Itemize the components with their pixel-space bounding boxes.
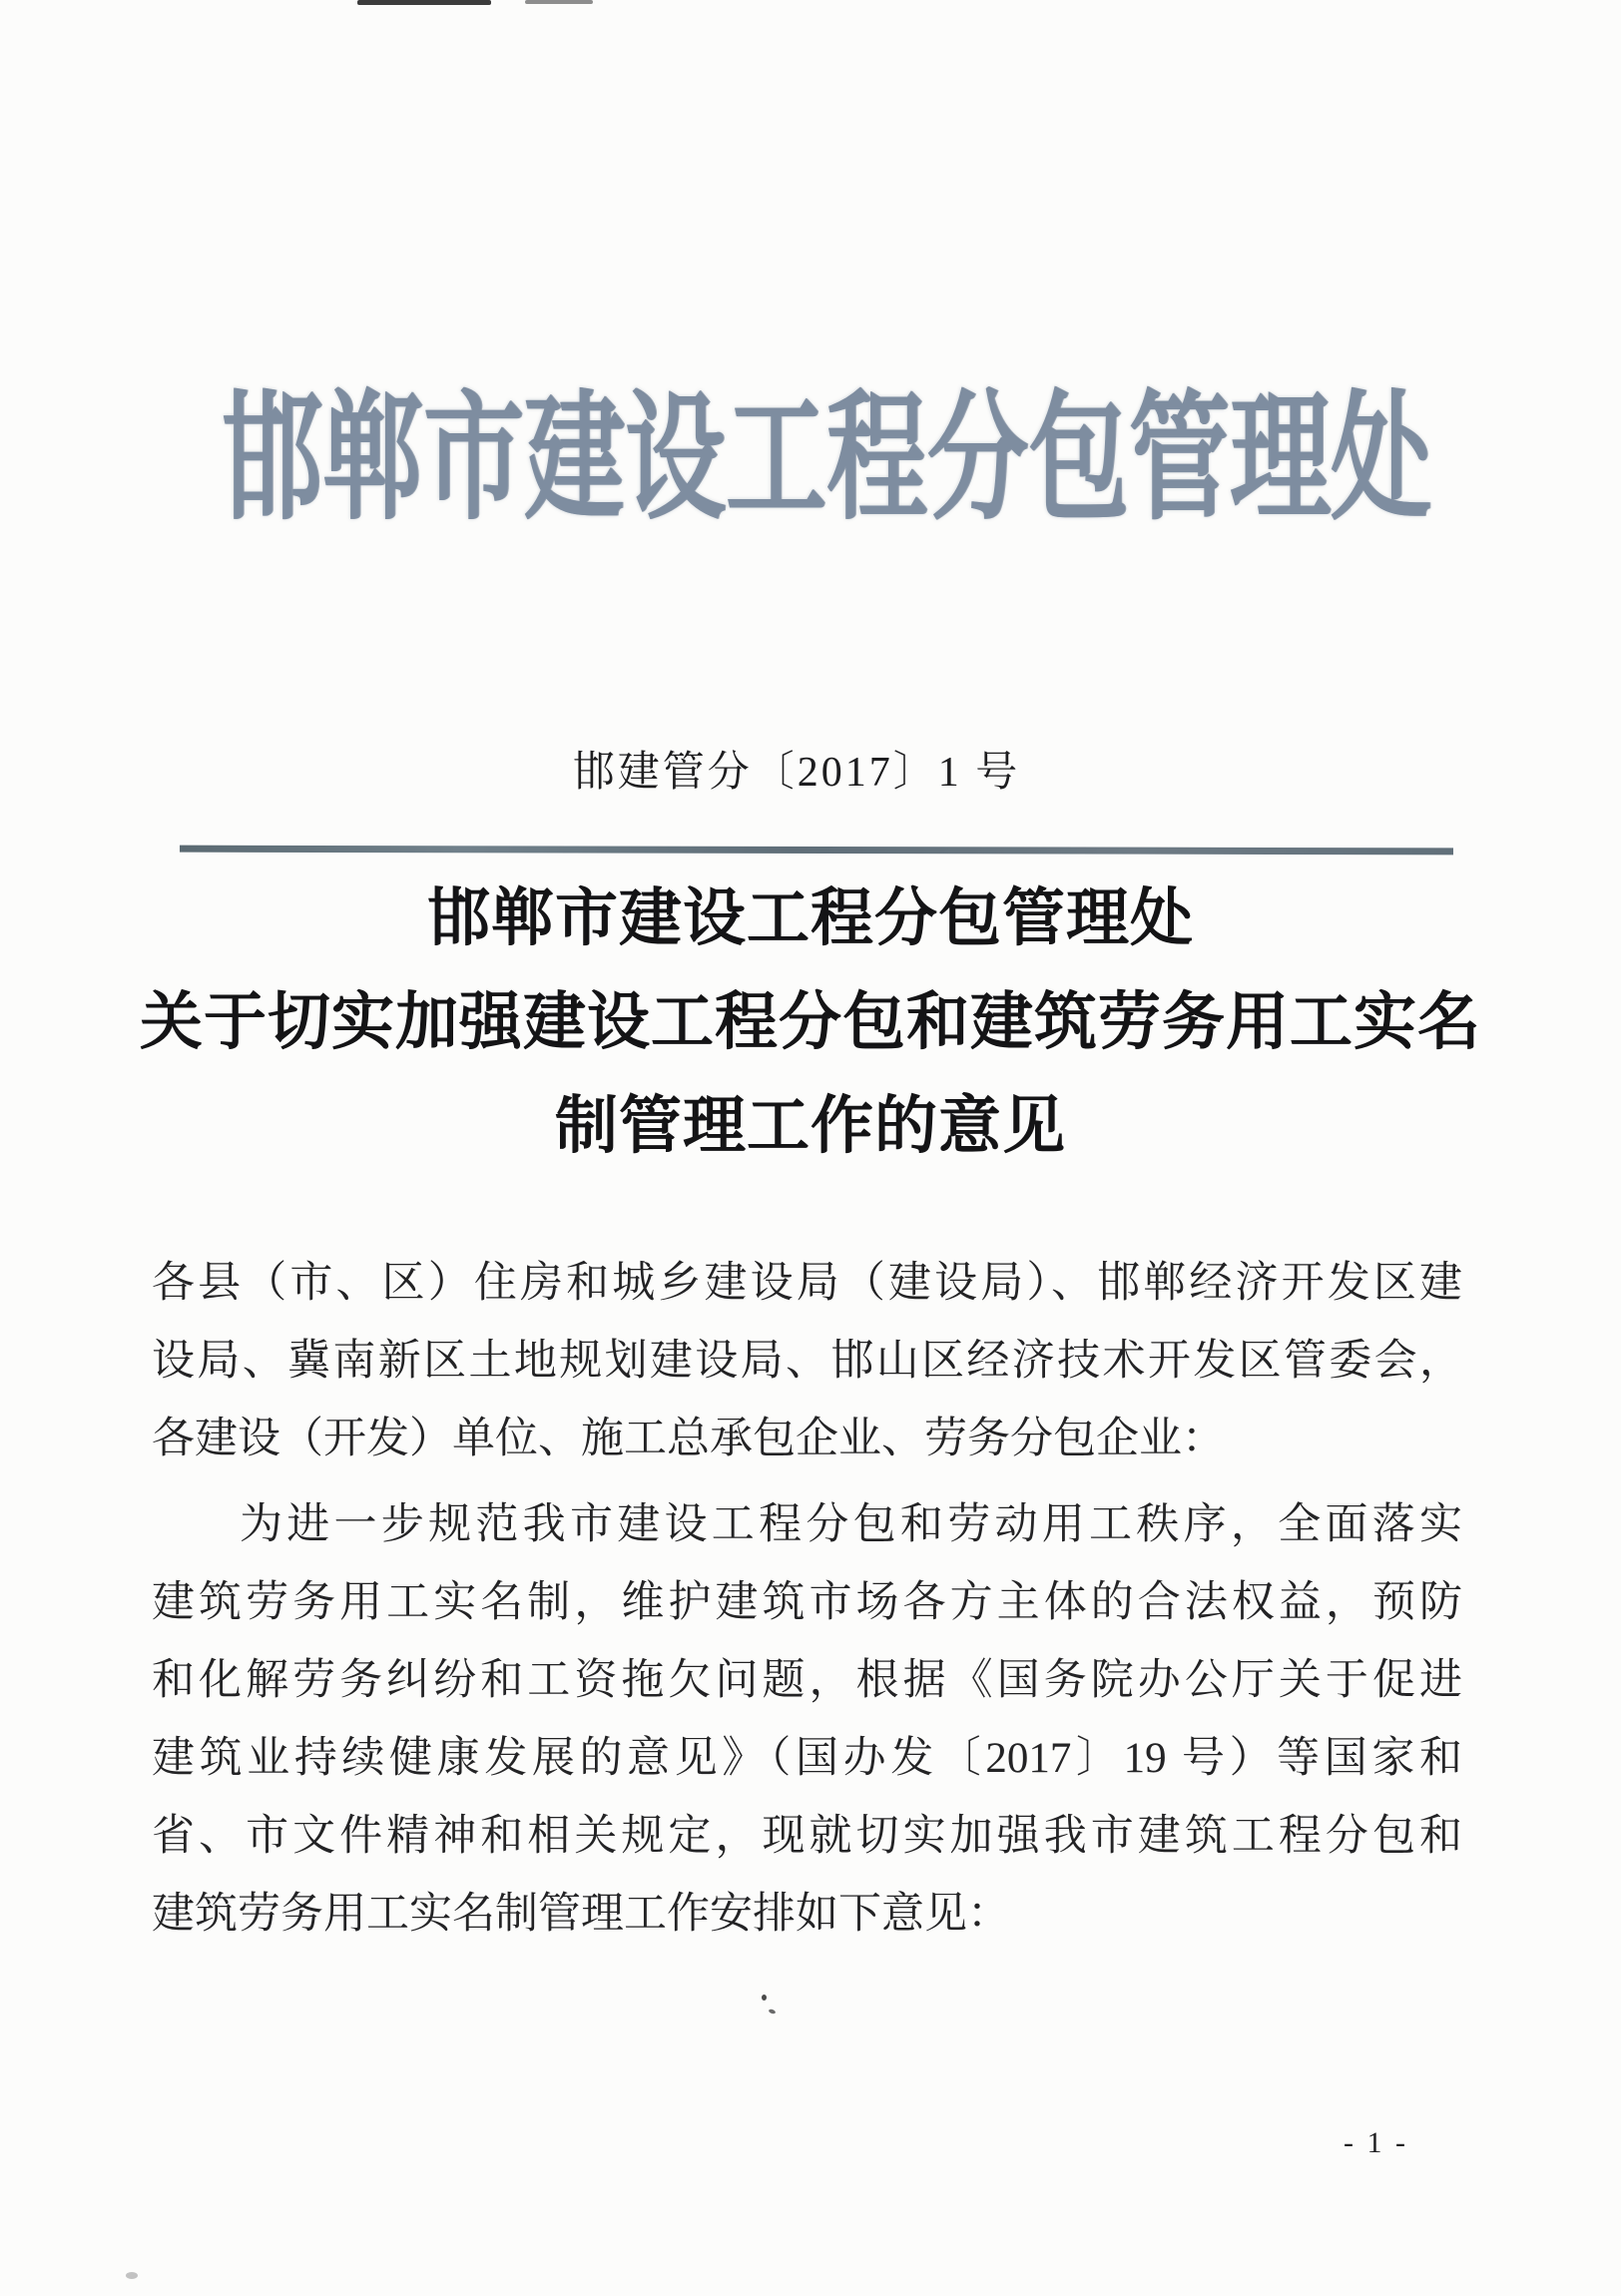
body-text-line: 建筑劳务用工实名制，维护建筑市场各方主体的合法权益，预防 (152, 1579, 1462, 1626)
scan-artifact-top-streak (525, 0, 593, 4)
document-title-line: 制管理工作的意见 (555, 1091, 1066, 1161)
letterhead-agency-title: 邯郸市建设工程分包管理处 (221, 381, 1431, 537)
body-text-line: 设局、冀南新区土地规划建设局、邯山区经济技术开发区管委会， (152, 1338, 1462, 1385)
document-body (152, 1245, 1462, 1954)
scan-artifact-speck (769, 2009, 777, 2014)
introduction-paragraph (152, 1486, 1462, 1954)
document-reference-number: 邯建管分〔2017〕1 号 (572, 750, 1021, 796)
scan-artifact-speck (126, 2272, 138, 2279)
document-title (0, 866, 1621, 1178)
body-text-line: 和化解劳务纠纷和工资拖欠问题，根据《国务院办公厅关于促进 (152, 1657, 1462, 1704)
scan-artifact-speck (762, 1995, 767, 2001)
body-text-line: 为进一步规范我市建设工程分包和劳动用工秩序，全面落实 (240, 1501, 1462, 1548)
body-text-line: 各县（市、区）住房和城乡建设局（建设局）、邯郸经济开发区建 (152, 1260, 1462, 1307)
document-title-line: 关于切实加强建设工程分包和建筑劳务用工实名 (140, 987, 1481, 1057)
body-text-line: 各建设（开发）单位、施工总承包企业、劳务分包企业： (152, 1416, 1225, 1462)
document-title-line: 邯郸市建设工程分包管理处 (427, 883, 1194, 953)
body-text-line: 建筑业持续健康发展的意见》（国办发〔2017〕19 号）等国家和 (152, 1735, 1462, 1782)
scan-artifact-top-streak (357, 0, 491, 5)
letterhead-divider-line (180, 846, 1453, 856)
body-text-line: 省、市文件精神和相关规定，现就切实加强我市建筑工程分包和 (152, 1813, 1462, 1860)
body-text-line: 建筑劳务用工实名制管理工作安排如下意见： (152, 1891, 1010, 1938)
salutation-paragraph (152, 1245, 1462, 1478)
page-number: - 1 - (1344, 2126, 1408, 2159)
